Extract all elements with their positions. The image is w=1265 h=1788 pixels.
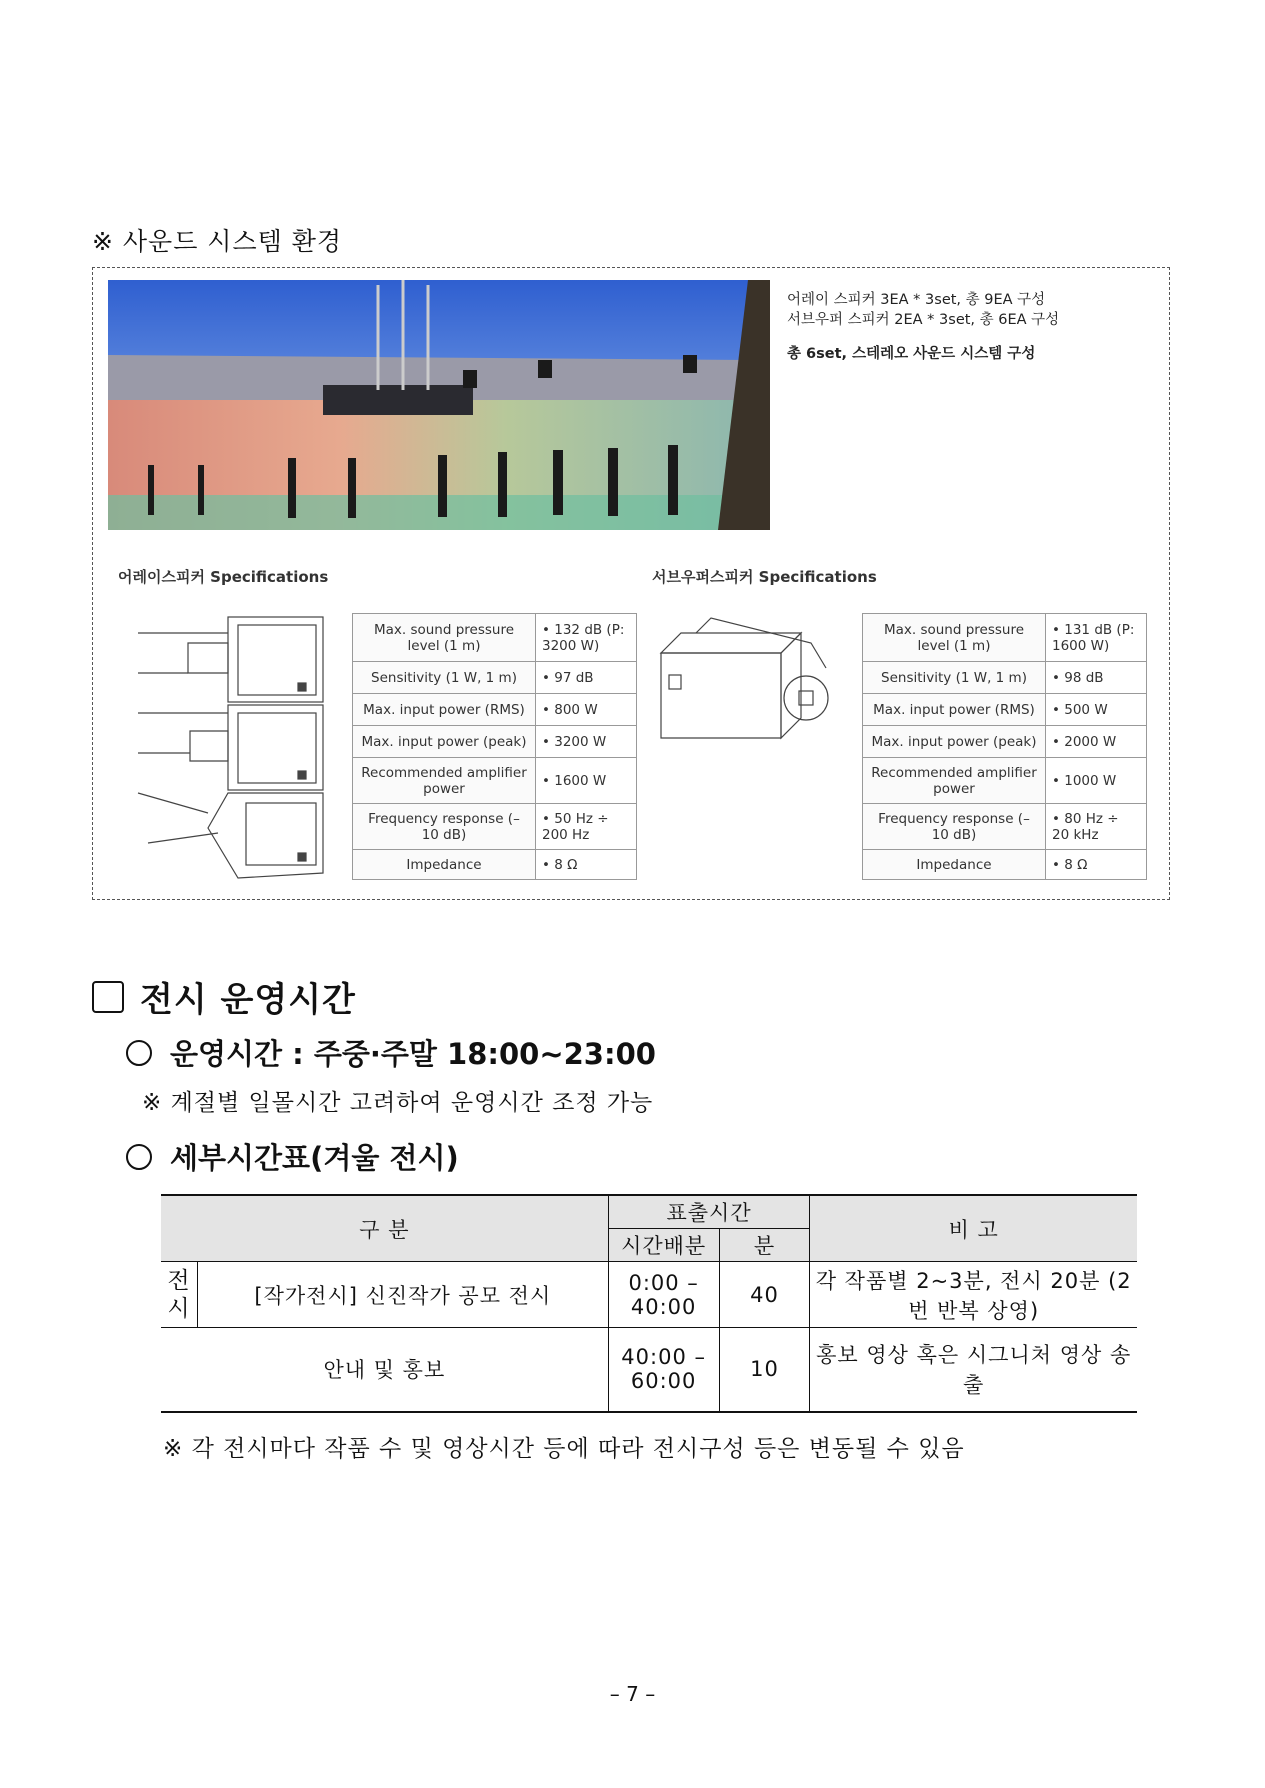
table-row (161, 1262, 1137, 1328)
page-number: – 7 – (609, 1682, 656, 1706)
spec-value: • 131 dB (P: 1600 W) (1046, 614, 1147, 662)
spec-key: Sensitivity (1 W, 1 m) (863, 662, 1046, 694)
spec-value: • 8 Ω (536, 850, 637, 880)
summary-subwoofer: 서브우퍼 스피커 2EA * 3set, 총 6EA 구성 (787, 312, 1060, 328)
array-spec-table (352, 613, 637, 880)
spec-key: Impedance (353, 850, 536, 880)
row-item: 안내 및 홍보 (161, 1328, 608, 1412)
spec-key: Max. input power (RMS) (353, 694, 536, 726)
checkbox-square-icon (92, 981, 124, 1013)
spec-value: • 80 Hz ÷ 20 kHz (1046, 804, 1147, 850)
header-minutes: 분 (719, 1229, 810, 1262)
spec-key: Max. input power (peak) (863, 726, 1046, 758)
spec-key: Recommended amplifier power (863, 758, 1046, 804)
header-category: 구 분 (161, 1195, 608, 1262)
hours-bullet (126, 1032, 656, 1073)
subwoofer-drawing (641, 613, 841, 753)
array-speaker-drawing (128, 613, 340, 881)
schedule-table (161, 1194, 1137, 1413)
spec-value: • 800 W (536, 694, 637, 726)
spec-value: • 1600 W (536, 758, 637, 804)
row-group: 전시 (161, 1262, 197, 1328)
spec-key: Frequency response (– 10 dB) (353, 804, 536, 850)
table-row (161, 1328, 1137, 1412)
spec-key: Max. input power (peak) (353, 726, 536, 758)
row-item: [작가전시] 신진작가 공모 전시 (197, 1262, 608, 1328)
subwoofer-spec-label: 서브우퍼스피커 Specifications (652, 568, 877, 586)
header-remarks: 비 고 (810, 1195, 1137, 1262)
spec-value: • 132 dB (P: 3200 W) (536, 614, 637, 662)
building-photo (108, 280, 770, 530)
spec-value: • 2000 W (1046, 726, 1147, 758)
spec-value: • 500 W (1046, 694, 1147, 726)
row-time: 0:00 – 40:00 (608, 1262, 719, 1328)
sound-system-note: ※ 사운드 시스템 환경 (92, 227, 342, 256)
hours-text: 운영시간 : 주중·주말 18:00~23:00 (170, 1037, 656, 1071)
row-minutes: 40 (719, 1262, 810, 1328)
header-exposure: 표출시간 (608, 1195, 810, 1229)
spec-key: Impedance (863, 850, 1046, 880)
spec-value: • 3200 W (536, 726, 637, 758)
spec-key: Max. sound pressure level (1 m) (353, 614, 536, 662)
row-remark: 각 작품별 2~3분, 전시 20분 (2번 반복 상영) (810, 1262, 1137, 1328)
sound-system-box (92, 267, 1170, 900)
system-summary (787, 290, 1059, 364)
subwoofer-spec-table (862, 613, 1147, 880)
spec-key: Max. sound pressure level (1 m) (863, 614, 1046, 662)
schedule-title: 세부시간표(겨울 전시) (170, 1141, 459, 1175)
row-minutes: 10 (719, 1328, 810, 1412)
spec-value: • 97 dB (536, 662, 637, 694)
array-spec-label: 어레이스피커 Specifications (118, 568, 329, 586)
hours-note: ※ 계절별 일몰시간 고려하여 운영시간 조정 가능 (142, 1090, 654, 1116)
schedule-bullet (126, 1136, 459, 1177)
row-remark: 홍보 영상 혹은 시그니처 영상 송출 (810, 1328, 1137, 1412)
spec-key: Sensitivity (1 W, 1 m) (353, 662, 536, 694)
circle-bullet-icon (126, 1144, 152, 1170)
summary-total: 총 6set, 스테레오 사운드 시스템 구성 (787, 346, 1036, 362)
spec-value: • 50 Hz ÷ 200 Hz (536, 804, 637, 850)
spec-value: • 8 Ω (1046, 850, 1147, 880)
section-heading (92, 972, 356, 1021)
header-time-alloc: 시간배분 (608, 1229, 719, 1262)
spec-value: • 98 dB (1046, 662, 1147, 694)
spec-key: Frequency response (– 10 dB) (863, 804, 1046, 850)
spec-key: Recommended amplifier power (353, 758, 536, 804)
footer-note: ※ 각 전시마다 작품 수 및 영상시간 등에 따라 전시구성 등은 변동될 수 있음 (163, 1436, 965, 1462)
circle-bullet-icon (126, 1040, 152, 1066)
summary-array: 어레이 스피커 3EA * 3set, 총 9EA 구성 (787, 292, 1046, 308)
spec-key: Max. input power (RMS) (863, 694, 1046, 726)
row-time: 40:00 – 60:00 (608, 1328, 719, 1412)
section-title: 전시 운영시간 (140, 980, 356, 1020)
spec-value: • 1000 W (1046, 758, 1147, 804)
